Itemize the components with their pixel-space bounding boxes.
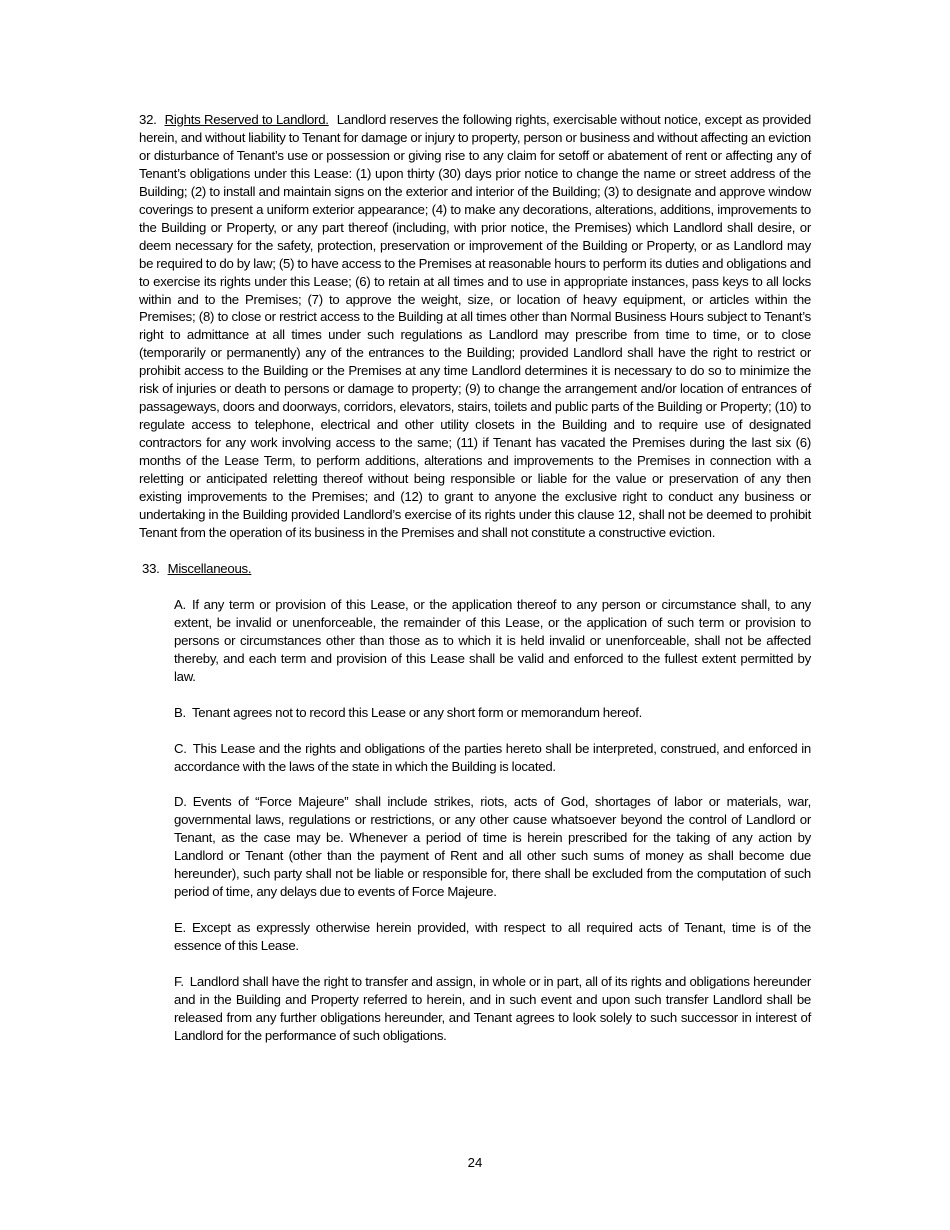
section-32-body: Landlord reserves the following rights, exercisable without notice, except as provided herein, and without liability to Tenant for damage or injury to property, person or business and without affecting an eviction or disturbance of Tenant’s use or possession or giving rise to any claim for setoff or abatement of rent or affecting any of Tenant’s obligations under this Lease: (1) upon thirty (30) days prior notice to change the name or street address of the Building; (2) to install and maintain signs on the exterior and interior of the Building; (3) to designate and approve window coverings to present a uniform exterior appearance; (4) to make any decorations, alterations, additions, improvements to the Building or Property, or any part thereof (including, with prior notice, the Premises) which Landlord shall desire, or deem necessary for the safety, protection, preservation or improvement of the Building or Property, or as Landlord may be required to do by law; (5) to have access to the Premises at reasonable hours to perform its duties and obligations and to exercise its rights under this Lease; (6) to retain at all times and to use in appropriate instances, pass keys to all locks within and to the Premises; (7) to approve the weight, size, or location of heavy equipment, or articles within the Premises; (8) to close or restrict access to the Building at all times other than Normal Business Hours subject to Tenant’s right to admittance at all times under such regulations as Landlord may prescribe from time to time, or to close (temporarily or permanently) any of the entrances to the Building; provided Landlord shall have the right to restrict or prohibit access to the Building or the Premises at any time Landlord determines it is necessary to do so to minimize the risk of injuries or death to persons or damage to property; (9) to change the arrangement and/or location of entrances of passageways, doors and doorways, corridors, elevators, stairs, toilets and public parts of the Building or Property; (10) to regulate access to telephone, electrical and other utility closets in the Building and to require use of designated contractors for any work involving access to the same; (11) if Tenant has vacated the Premises during the last six (6) months of the Lease Term, to perform additions, alterations and improvements to the Premises in connection with a reletting or anticipated reletting thereof without being responsible or liable for the value or preservation of any then existing improvements to the Premises; and (12) to grant to anyone the exclusive right to conduct any business or undertaking in the Building provided Landlord’s exercise of its rights under this clause 12, shall not be deemed to prohibit Tenant from the operation of its business in the Premises and shall not constitute a constructive eviction. [139,112,811,540]
item-text: Except as expressly otherwise herein provided, with respect to all required acts of Tenant, time is of the essence of this Lease. [174,920,811,954]
document-page [139,111,811,1045]
section-33-item-f [174,973,811,1045]
item-letter: B. [174,704,186,720]
page-number: 24 [467,1155,483,1170]
item-text: If any term or provision of this Lease, or the application thereof to any person or circumstance shall, to any extent, be invalid or unenforceable, the remainder of this Lease, or the application of such term or provision to persons or circumstances other than those as to which it is held invalid or unenforceable, shall not be affected thereby, and each term and provision of this Lease shall be valid and enforced to the fullest extent permitted by law. [174,596,811,684]
section-33-number: 33. [142,560,160,576]
section-32-number: 32. [139,112,157,127]
item-text: Landlord shall have the right to transfer and assign, in whole or in part, all of its rights and obligations hereunder and in the Building and Property referred to herein, and in such event and upon such transfer Landlord shall be released from any further obligations hereunder, and Tenant agrees to look solely to such successor in interest of Landlord for the performance of such obligations. [174,974,811,1043]
item-letter: D. [174,794,187,810]
section-32-title: Rights Reserved to Landlord. [164,112,329,127]
item-text: This Lease and the rights and obligations of the parties hereto shall be interpreted, construed, and enforced in accordance with the laws of the state in which the Building is located. [174,740,811,774]
item-text: Tenant agrees not to record this Lease or any short form or memorandum hereof. [191,704,643,720]
item-letter: E. [174,920,186,936]
item-letter: A. [174,596,186,612]
section-33-item-a [174,596,811,686]
section-33-item-e [174,919,811,955]
item-letter: C. [174,740,187,756]
section-32-paragraph [139,111,811,542]
section-33-item-d [174,793,811,901]
item-text: Events of “Force Majeure” shall include strikes, riots, acts of God, shortages of labor or materials, war, governmental laws, regulations or restrictions, or any other cause whatsoever beyond the control of Landlord or Tenant, as the case may be. Whenever a period of time is herein prescribed for the taking of any action by Landlord or Tenant (other than the payment of Rent and all other such sums of money as shall become due hereunder), such party shall not be liable or responsible for, there shall be excluded from the computation of such period of time, any delays due to events of Force Majeure. [174,794,811,900]
section-33-title: Miscellaneous. [167,560,252,576]
section-33-item-b [174,704,811,722]
section-33-item-c [174,740,811,776]
item-letter: F. [174,974,184,990]
section-33-heading [142,560,811,578]
